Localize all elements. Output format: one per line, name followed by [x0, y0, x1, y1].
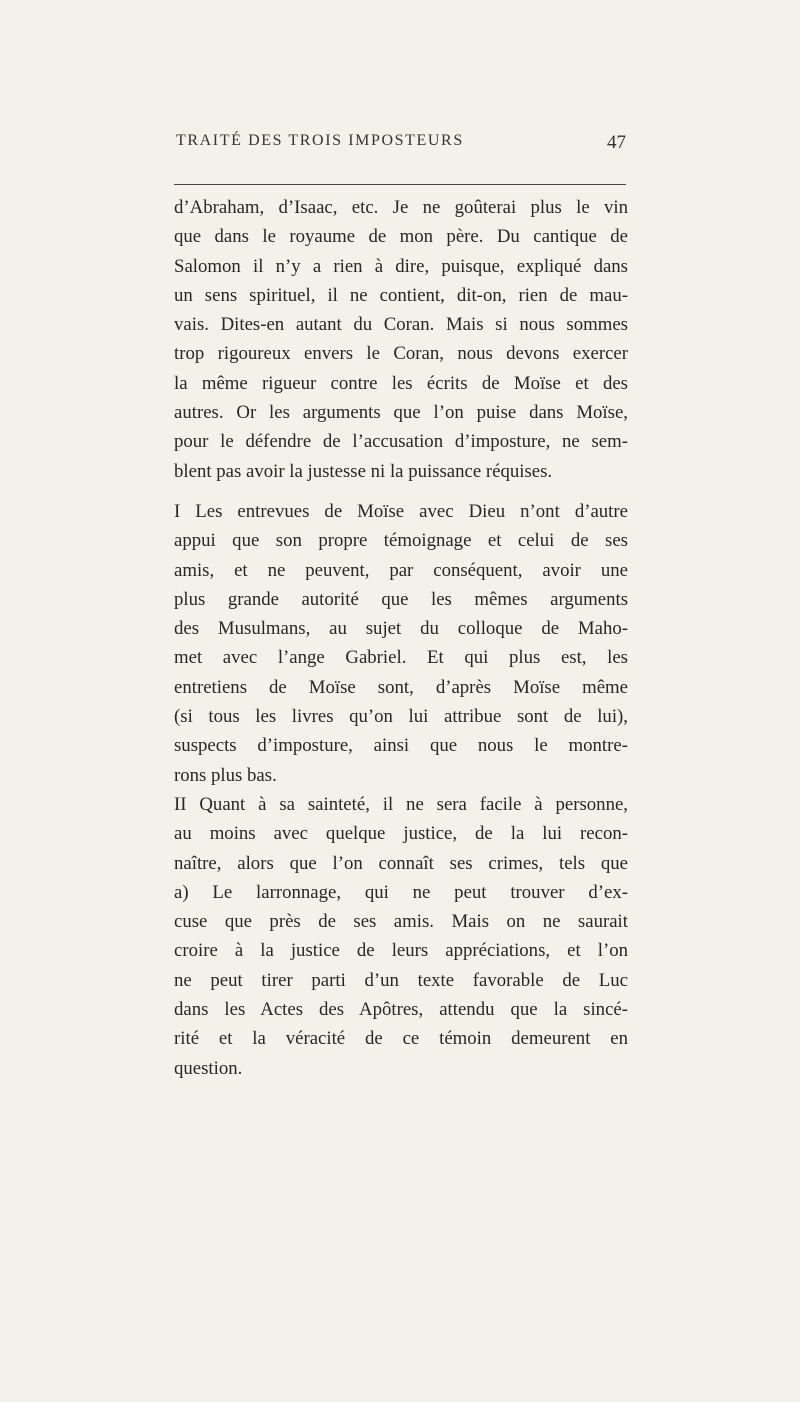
text-line: Salomon il n’y a rien à dire, puisque, expliqué dans — [174, 255, 628, 277]
text-line: a) Le larronnage, qui ne peut trouver d’ex- — [174, 881, 628, 903]
text-line: dans les Actes des Apôtres, attendu que la sincé- — [174, 999, 628, 1021]
text-line: ne peut tirer parti d’un texte favorable de Luc — [174, 969, 628, 991]
text-line: pour le défendre de l’accusation d’imposture, ne sem- — [174, 431, 628, 453]
paragraph-gap — [174, 486, 628, 497]
text-line: au moins avec quelque justice, de la lui recon- — [174, 823, 628, 845]
text-line: croire à la justice de leurs appréciations, et l’on — [174, 940, 628, 962]
page-number: 47 — [607, 132, 626, 153]
text-line: suspects d’imposture, ainsi que nous le montre- — [174, 735, 628, 757]
text-line: vais. Dites-en autant du Coran. Mais si nous sommes — [174, 314, 628, 336]
text-line: II Quant à sa sainteté, il ne sera facile à personne, — [174, 793, 628, 815]
text-line: naître, alors que l’on connaît ses crimes, tels que — [174, 852, 628, 874]
text-line: rité et la véracité de ce témoin demeurent en — [174, 1028, 628, 1050]
text-line: des Musulmans, au sujet du colloque de Maho- — [174, 618, 628, 640]
text-line: autres. Or les arguments que l’on puise dans Moïse, — [174, 402, 628, 424]
text-line: rons plus bas. — [174, 764, 277, 786]
header-rule — [174, 184, 626, 185]
text-line: que dans le royaume de mon père. Du cantique de — [174, 226, 628, 248]
text-line: la même rigueur contre les écrits de Moïse et des — [174, 372, 628, 394]
running-title: TRAITÉ DES TROIS IMPOSTEURS — [176, 132, 464, 149]
text-line: trop rigoureux envers le Coran, nous devons exercer — [174, 343, 628, 365]
text-line: d’Abraham, d’Isaac, etc. Je ne goûterai plus le vin — [174, 197, 628, 218]
text-line: blent pas avoir la justesse ni la puissance réquises. — [174, 460, 553, 482]
text-line: entretiens de Moïse sont, d’après Moïse même — [174, 676, 628, 698]
text-line: amis, et ne peuvent, par conséquent, avoir une — [174, 559, 628, 581]
text-line: (si tous les livres qu’on lui attribue sont de lui), — [174, 706, 628, 728]
text-line: plus grande autorité que les mêmes arguments — [174, 588, 628, 610]
text-line: question. — [174, 1057, 243, 1079]
running-head — [176, 132, 626, 156]
text-line: un sens spirituel, il ne contient, dit-on, rien de mau- — [174, 284, 628, 306]
body-text — [174, 193, 628, 1083]
text-line: cuse que près de ses amis. Mais on ne saurait — [174, 911, 628, 933]
text-line: appui que son propre témoignage et celui de ses — [174, 530, 628, 552]
text-line: I Les entrevues de Moïse avec Dieu n’ont d’autre — [174, 500, 628, 522]
text-line: met avec l’ange Gabriel. Et qui plus est, les — [174, 647, 628, 669]
